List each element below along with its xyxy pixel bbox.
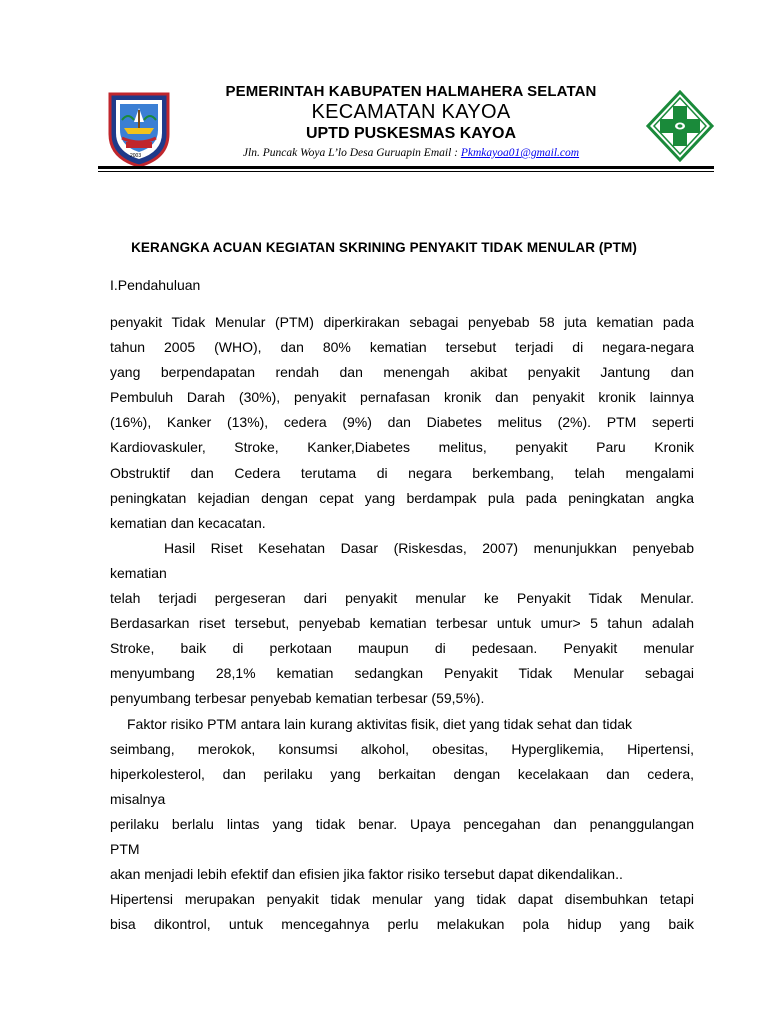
- body-line: Hipertensi merupakan penyakit tidak menular yang tidak dapat disembuhkan tetapi: [110, 891, 694, 908]
- body-line: bisa dikontrol, untuk mencegahnya perlu melakukan pola hidup yang baik: [110, 916, 694, 933]
- body-line: Faktor risiko PTM antara lain kurang aktivitas fisik, diet yang tidak sehat dan tidak: [127, 715, 633, 732]
- puskesmas-name: UPTD PUSKESMAS KAYOA: [305, 125, 517, 142]
- puskesmas-cross-icon: [646, 90, 714, 162]
- address-text: Jln. Puncak Woya L’lo Desa Guruapin Email :: [242, 147, 461, 159]
- email-link[interactable]: Pkmkayoa01@gmail.com: [460, 147, 580, 159]
- body-line: menyumbang 28,1% kematian sedangkan Penyakit Tidak Menular sebagai: [110, 665, 694, 682]
- body-text: [110, 310, 694, 937]
- body-line: telah terjadi pergeseran dari penyakit menular ke Penyakit Tidak Menular.: [110, 590, 694, 607]
- address-line: [176, 145, 646, 161]
- letterhead-rule-thick: [98, 166, 714, 169]
- body-line: Stroke, baik di perkotaan maupun di pedesaan. Penyakit menular: [110, 640, 694, 657]
- body-line: Pembuluh Darah (30%), penyakit pernafasan kronik dan penyakit kronik lainnya: [110, 389, 694, 406]
- body-line: penyakit Tidak Menular (PTM) diperkirakan sebagai penyebab 58 juta kematian pada: [110, 314, 694, 330]
- body-line: Kardiovaskuler, Stroke, Kanker,Diabetes melitus, penyakit Paru Kronik: [110, 439, 694, 456]
- body-line: Berdasarkan riset tersebut, penyebab kematian terbesar untuk umur> 5 tahun adalah: [110, 615, 694, 632]
- body-line: yang berpendapatan rendah dan menengah akibat penyakit Jantung dan: [110, 364, 694, 381]
- body-line: hiperkolesterol, dan perilaku yang berkaitan dengan kecelakaan dan cedera,: [110, 765, 694, 782]
- body-line: kematian: [110, 564, 167, 581]
- body-line: penyumbang terbesar penyebab kematian terbesar (59,5%).: [110, 690, 485, 707]
- body-line: Obstruktif dan Cedera terutama di negara berkembang, telah mengalami: [110, 464, 694, 481]
- body-line: perilaku berlalu lintas yang tidak benar. Upaya pencegahan dan penanggulangan: [110, 815, 694, 832]
- letterhead-rule-thin: [98, 171, 714, 172]
- body-line: tahun 2005 (WHO), dan 80% kematian tersebut terjadi di negara-negara: [110, 339, 694, 356]
- body-line: akan menjadi lebih efektif dan efisien jika faktor risiko tersebut dapat dikendalikan..: [110, 866, 623, 883]
- body-line: Hasil Riset Kesehatan Dasar (Riskesdas, 2007) menunjukkan penyebab: [164, 539, 694, 556]
- body-line: PTM: [110, 840, 140, 857]
- district-name: KECAMATAN KAYOA: [311, 101, 511, 123]
- body-line: peningkatan kejadian dengan cepat yang berdampak pula pada peningkatan angka: [110, 489, 694, 506]
- body-line: kematian dan kecacatan.: [110, 514, 266, 531]
- section-heading: I.Pendahuluan: [110, 277, 201, 293]
- body-line: (16%), Kanker (13%), cedera (9%) dan Diabetes melitus (2%). PTM seperti: [110, 414, 694, 431]
- letterhead-text: [176, 82, 646, 161]
- letterhead: [100, 80, 720, 172]
- body-line: misalnya: [110, 790, 166, 807]
- crest-year: 2003: [130, 153, 142, 159]
- government-name: PEMERINTAH KABUPATEN HALMAHERA SELATAN: [225, 83, 597, 100]
- body-line: seimbang, merokok, konsumsi alkohol, obesitas, Hyperglikemia, Hipertensi,: [110, 740, 694, 757]
- document-title: KERANGKA ACUAN KEGIATAN SKRINING PENYAKIT TIDAK MENULAR (PTM): [131, 240, 637, 255]
